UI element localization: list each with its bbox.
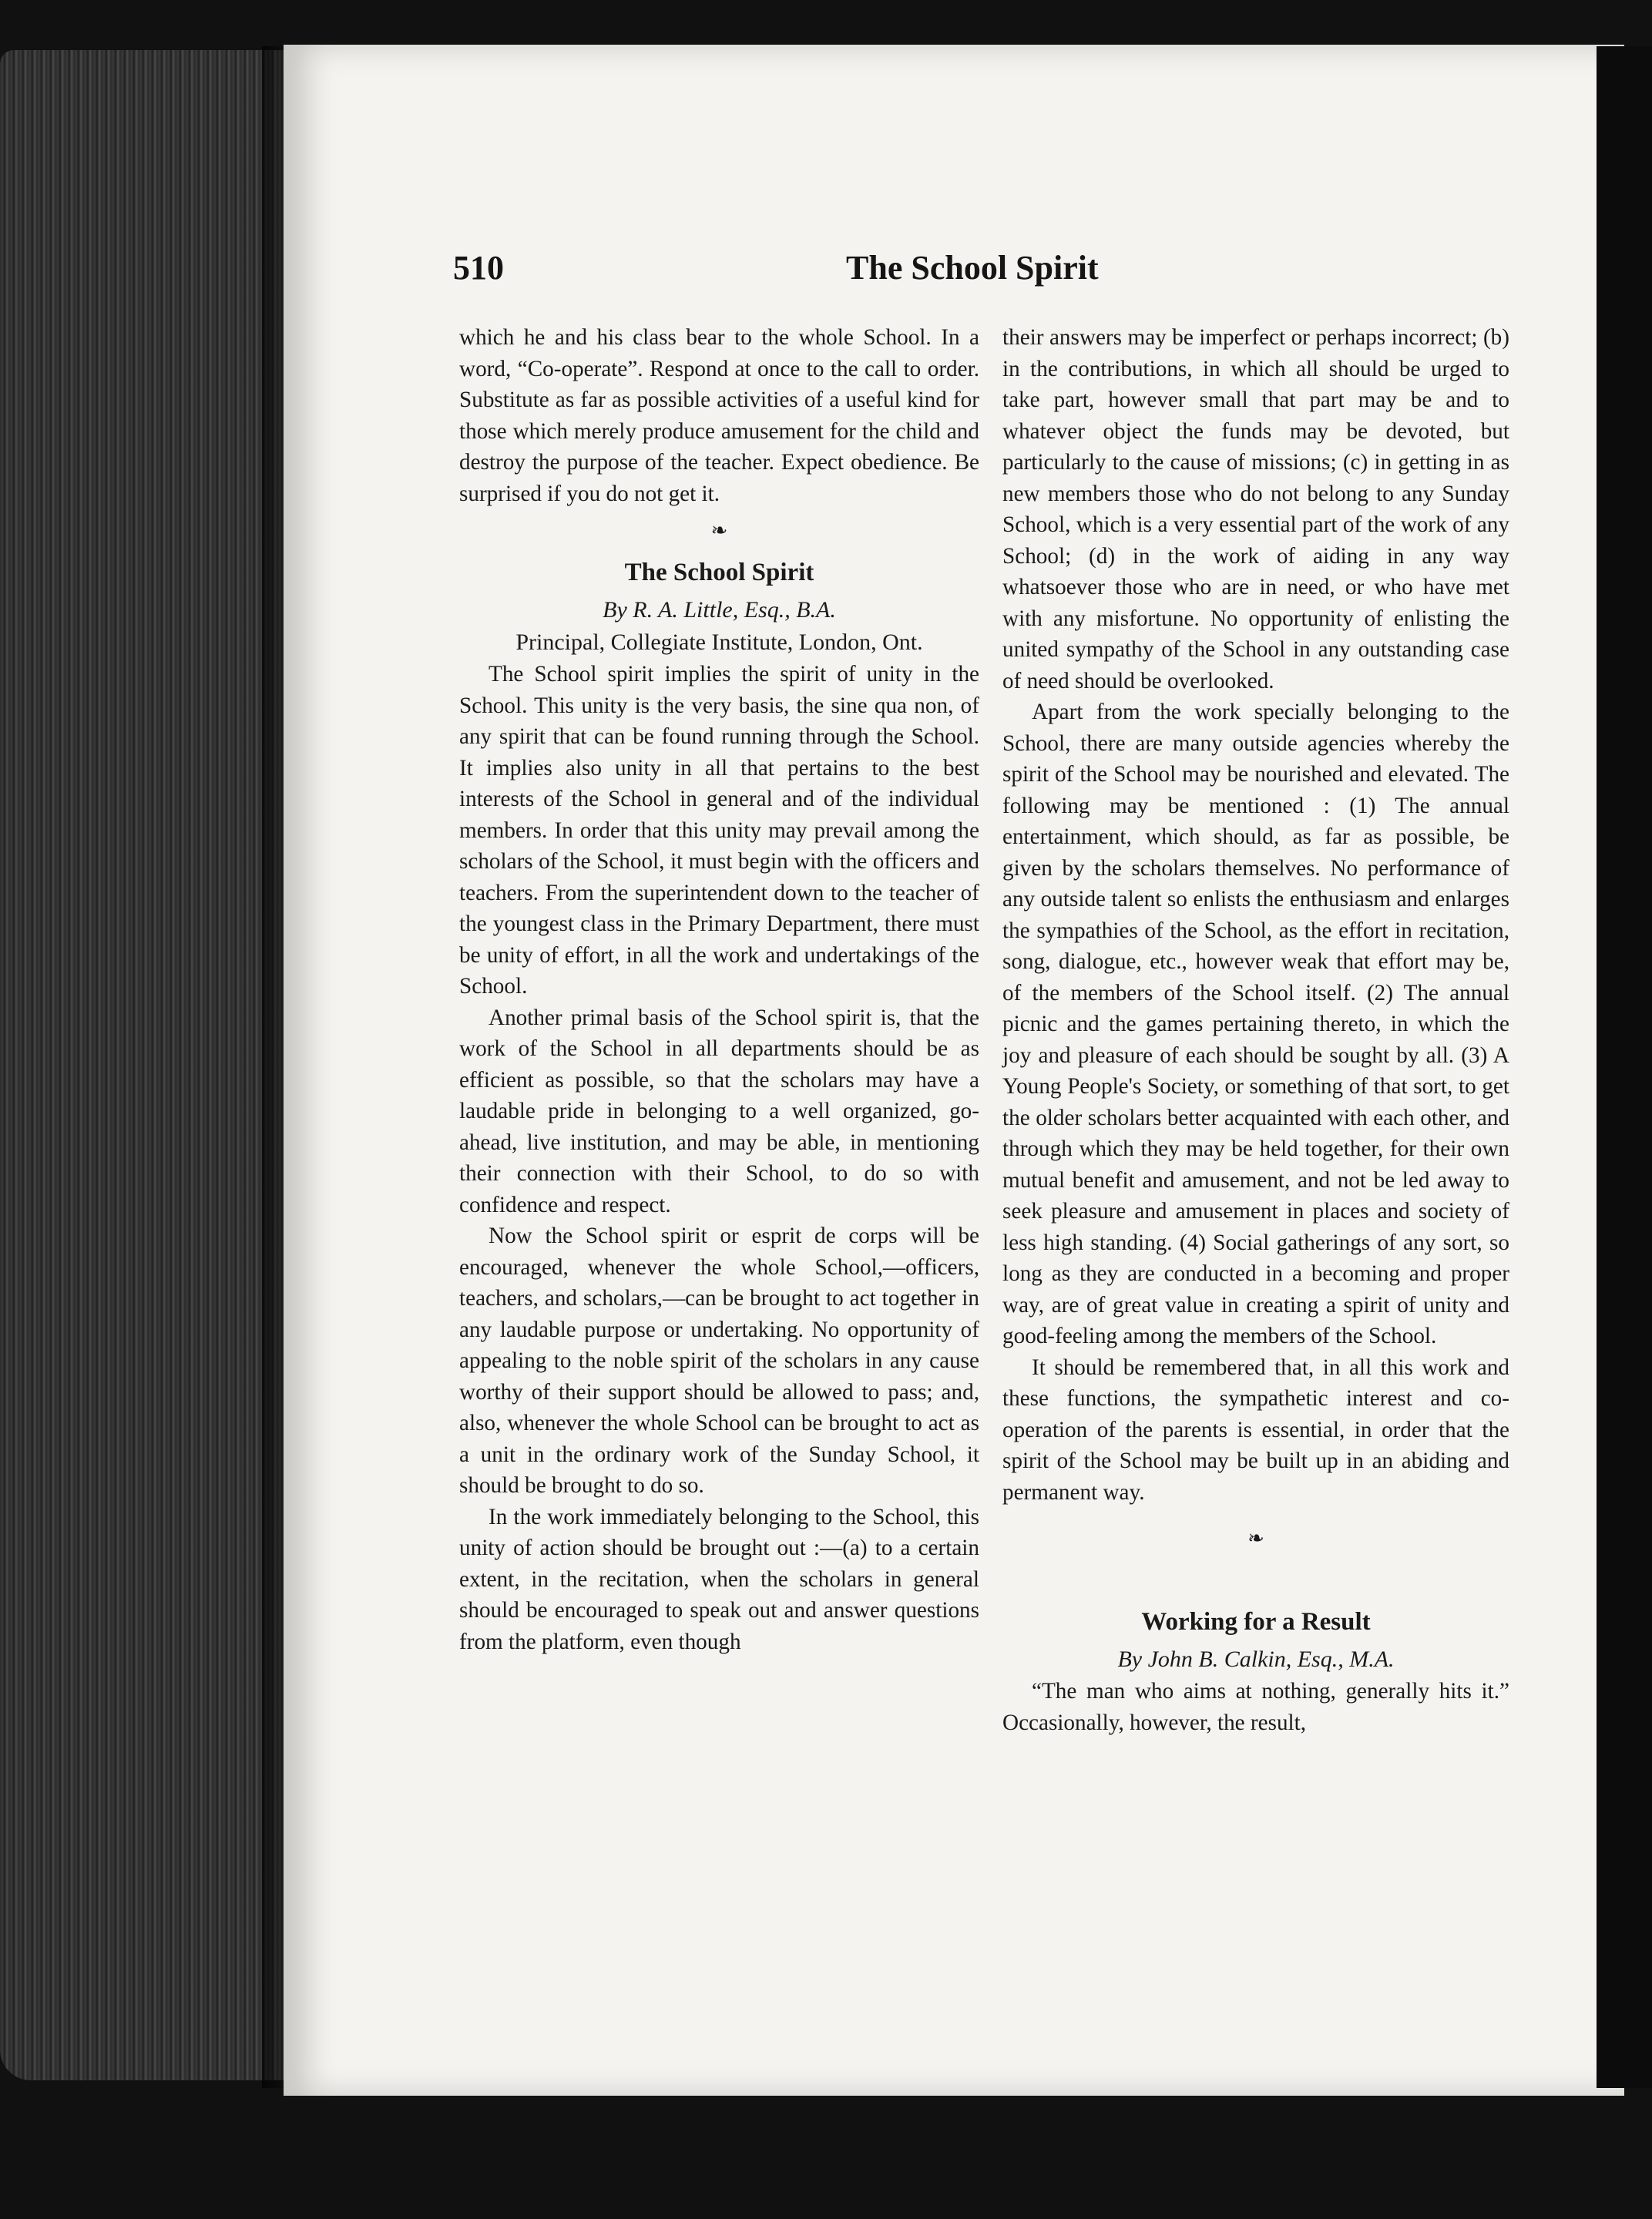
continued-paragraph: which he and his class bear to the whole School. In a word, “Co-operate”. Respond at once to the call to order. Substitute as far as possible activities of a useful kind for those which merely produce amusement for the child and destroy the purpose of the teacher. Expect obedience. Be surprised if you do not get it. bbox=[459, 325, 979, 506]
spacer bbox=[1002, 1560, 1509, 1596]
continued-paragraph: their answers may be imperfect or perhaps incorrect; (b) in the contributions, in which all should be urged to take part, however small that part may be and to whatever object the funds may be devoted, but particularly to the cause of missions; (c) in getting in as new members those who do not belong to any Sunday School, which is a very essential part of the work of any School; (d) in the work of aiding in any way whatsoever those who are in need, or who have met with any misfortune. No opportunity of enlisting the united sympathy of the School in any outstanding case of need should be overlooked. bbox=[1002, 325, 1509, 693]
byline: By R. A. Little, Esq., B.A. bbox=[603, 597, 836, 623]
byline: By John B. Calkin, Esq., M.A. bbox=[1117, 1647, 1395, 1672]
author-affiliation: Principal, Collegiate Institute, London, Ont. bbox=[515, 629, 923, 655]
paragraph: In the work immediately belonging to the School, this unity of action should be brought out :—(a) to a certain extent, in the recitation, when the scholars in general should be encouraged to speak out and answer questions from the platform, even though bbox=[459, 1504, 979, 1654]
paragraph: Another primal basis of the School spirit is, that the work of the School in all departments should be as efficient as possible, so that the scholars may have a laudable pride in belonging to a well organized, go-ahead, live institution, and may be able, in mentioning their connection with their School, to do so with confidence and respect. bbox=[459, 1005, 979, 1217]
section-title: Working for a Result bbox=[1141, 1608, 1371, 1636]
page-header bbox=[453, 248, 1455, 302]
running-title: The School Spirit bbox=[846, 249, 1099, 287]
paragraph: Apart from the work specially belonging to the School, there are many outside agencies whereby the spirit of the School may be nourished and elevated. The following may be mentioned : (1) The annual entertainment, which should, as far as possible, be given by the scholars themselves. No performance of any outside talent so enlists the enthusiasm and enlarges the sympathies of the School, as the effort in recitation, song, dialogue, etc., however weak that effort may be, of the members of the School itself. (2) The annual picnic and the games pertaining thereto, in which the joy and pleasure of each should be sought by all. (3) A Young People's Society, or something of that sort, to get the older scholars better acquainted with each other, and through which they may be held together, for their own mutual benefit and amusement, and not be led away to seek pleasure and amusement in places and society of less high standing. (4) Social gatherings of any sort, so long as they are conducted in a becoming and proper way, are of great value in creating a spirit of unity and good-feeling among the members of the School. bbox=[1002, 700, 1509, 1348]
ornament-icon: ❧ bbox=[1247, 1527, 1264, 1549]
section-title: The School Spirit bbox=[624, 559, 814, 586]
right-column bbox=[1002, 322, 1509, 1955]
page-number: 510 bbox=[453, 249, 504, 287]
book-page-edges bbox=[0, 50, 287, 2080]
ornament-icon: ❧ bbox=[710, 519, 728, 542]
spacer bbox=[1002, 1508, 1509, 1517]
background-edge bbox=[1597, 46, 1652, 2088]
paragraph: “The man who aims at nothing, generally hits it.” Occasionally, however, the result, bbox=[1002, 1679, 1509, 1735]
paragraph: The School spirit implies the spirit of unity in the School. This unity is the very basis, the sine qua non, of any spirit that can be found running through the School. It implies also unity in all that pertains to the best interests of the School in general and of the individual members. In order that this unity may prevail among the scholars of the School, it must begin with the officers and teachers. From the superintendent down to the teacher of the youngest class in the Primary Department, there must be unity of effort, in all the work and undertakings of the School. bbox=[459, 662, 979, 999]
paragraph: It should be remembered that, in all this work and these functions, the sympathetic interest and co-operation of the parents is essential, in order that the spirit of the School may be built up in an abiding and permanent way. bbox=[1002, 1355, 1509, 1505]
paragraph: Now the School spirit or esprit de corps will be encouraged, whenever the whole School,—officers, teachers, and scholars,—can be brought to act together in any laudable purpose or undertaking. No opportunity of appealing to the noble spirit of the scholars in any cause worthy of their support should be allowed to pass; and, also, whenever the whole School can be brought to act as a unit in the ordinary work of the Sunday School, it should be brought to do so. bbox=[459, 1224, 979, 1498]
left-column bbox=[459, 322, 979, 1955]
